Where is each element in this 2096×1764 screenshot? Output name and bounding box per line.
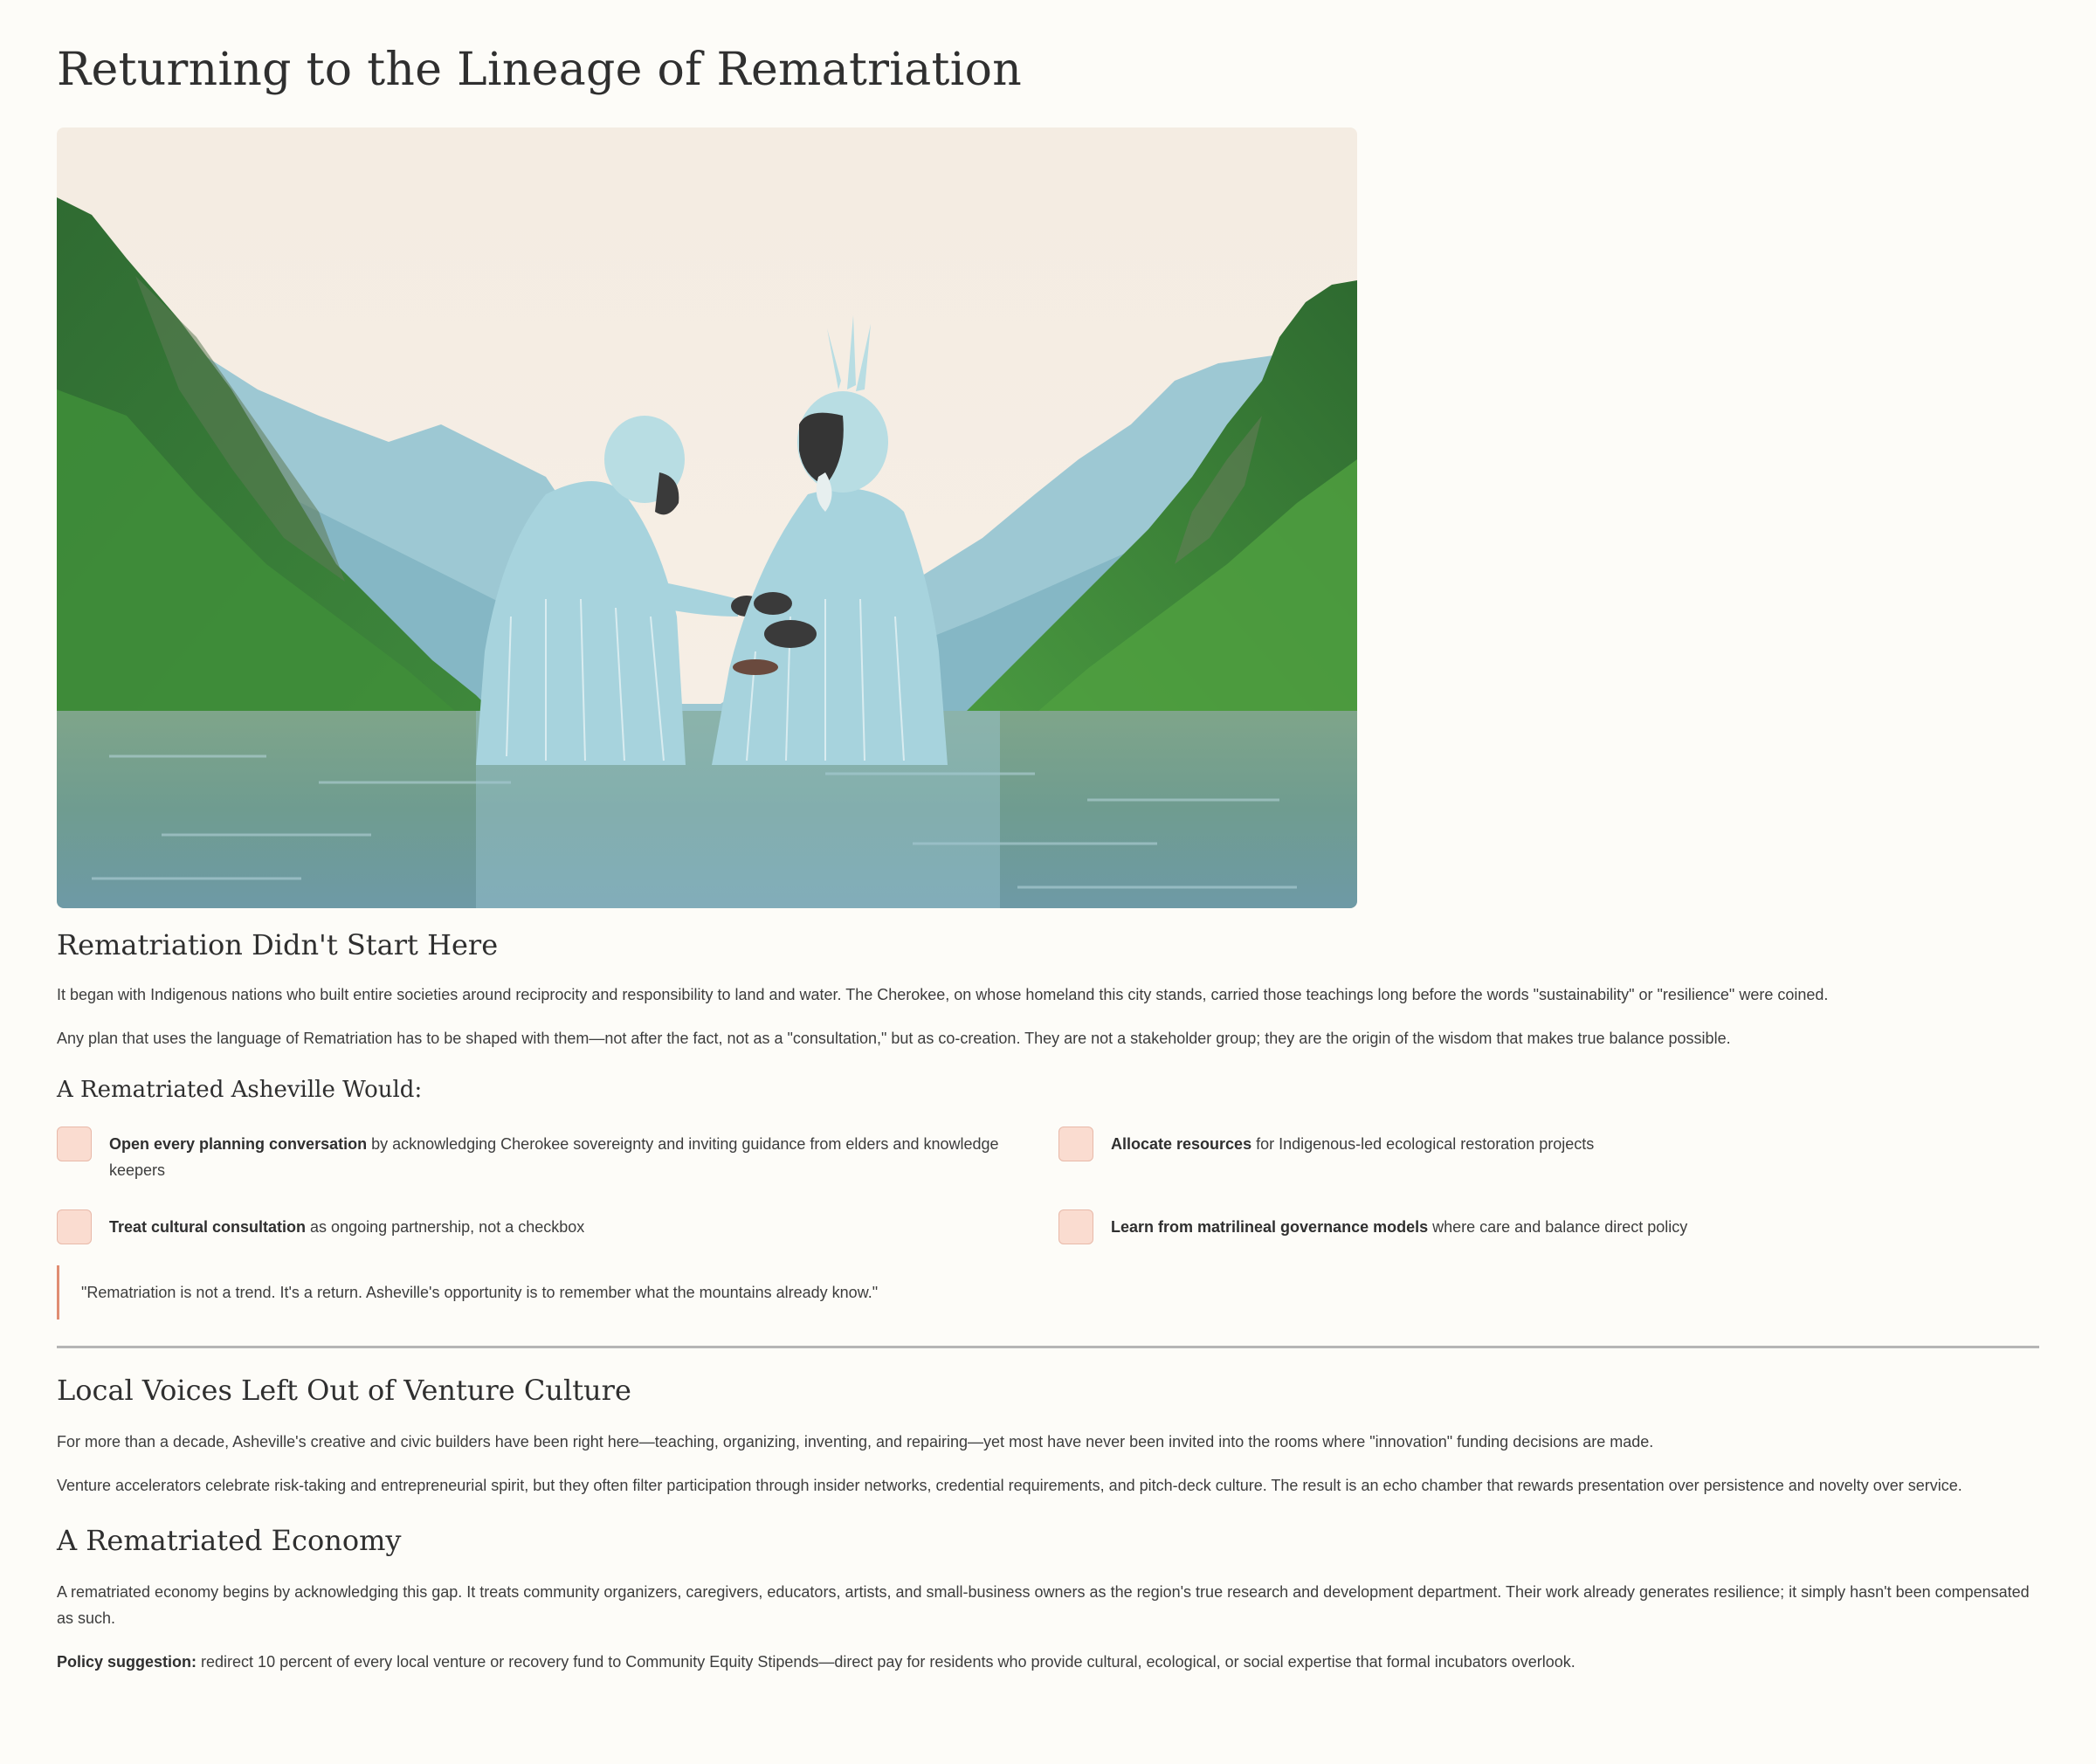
checkbox[interactable]: [57, 1127, 92, 1161]
policy-label: Policy suggestion:: [57, 1653, 197, 1671]
checklist-item-rest: for Indigenous-led ecological restoration projects: [1251, 1135, 1595, 1153]
checklist-item-text: [109, 1127, 1000, 1183]
checklist-item-text: [109, 1209, 584, 1240]
checklist-item-bold: Treat cultural consultation: [109, 1218, 307, 1236]
checklist-item-bold: Open every planning conversation: [109, 1135, 368, 1153]
section1-paragraph-1: It began with Indigenous nations who built entire societies around reciprocity and responsibility to land and water. The Cherokee, on whose homeland this city stands, carried those teachings long before the words "sustainability" or "resilience" were coined.: [57, 986, 1829, 1003]
section-divider: [57, 1346, 2039, 1348]
section1-paragraph-2: Any plan that uses the language of Rematriation has to be shaped with them—not after the fact, not as a "consultation," but as co-creation. They are not a stakeholder group; they are the origin of the wisdom that makes true balance possible.: [57, 1030, 1731, 1047]
checklist-item: [1058, 1209, 2039, 1244]
hero-illustration: [57, 127, 1357, 908]
pull-quote: "Rematriation is not a trend. It's a return. Asheville's opportunity is to remember what the mountains already know.": [57, 1265, 2039, 1320]
checklist-item-rest: where care and balance direct policy: [1428, 1218, 1688, 1236]
policy-suggestion: [57, 1649, 2039, 1675]
checklist-item-rest: by acknowledging Cherokee sovereignty and inviting guidance from elders and knowledge keepers: [109, 1135, 999, 1179]
checkbox[interactable]: [57, 1209, 92, 1244]
checkbox[interactable]: [1058, 1209, 1093, 1244]
checklist-item-bold: Learn from matrilineal governance models: [1111, 1218, 1429, 1236]
checklist: [57, 1127, 2039, 1244]
checklist-item-text: [1111, 1209, 1687, 1240]
page-title: Returning to the Lineage of Rematriation: [57, 44, 1023, 96]
checkbox[interactable]: [1058, 1127, 1093, 1161]
section2-paragraph-2: Venture accelerators celebrate risk-taking and entrepreneurial spirit, but they often filter participation through insider networks, credential requirements, and pitch-deck culture. The result is an echo chamber that rewards presentation over persistence and novelty over service.: [57, 1477, 1962, 1494]
section-heading-venture-culture: Local Voices Left Out of Venture Culture: [57, 1374, 631, 1407]
section2-paragraph-1: For more than a decade, Asheville's creative and civic builders have been right here—teaching, organizing, inventing, and repairing—yet most have never been invited into the rooms where "innovation" funding decisions are made.: [57, 1433, 1654, 1450]
checklist-item-bold: Allocate resources: [1111, 1135, 1252, 1153]
section-heading-rematriated-economy: A Rematriated Economy: [57, 1524, 402, 1557]
checklist-item: [57, 1127, 1058, 1183]
checklist-item-rest: as ongoing partnership, not a checkbox: [306, 1218, 585, 1236]
section-heading-rematriation: Rematriation Didn't Start Here: [57, 928, 499, 961]
checklist-item-text: [1111, 1127, 1594, 1157]
checklist-item: [1058, 1127, 2039, 1183]
subheading-rematriated-asheville: A Rematriated Asheville Would:: [57, 1077, 423, 1103]
checklist-item: [57, 1209, 1058, 1244]
section3-paragraph-1: A rematriated economy begins by acknowledging this gap. It treats community organizers, caregivers, educators, artists, and small-business owners as the region's true research and development department. Their work already generates resilience; it simply hasn't been compensated as such.: [57, 1583, 2030, 1627]
policy-text: redirect 10 percent of every local venture or recovery fund to Community Equity Stipends—direct pay for residents who provide cultural, ecological, or social expertise that formal incubators overlook.: [196, 1653, 1575, 1671]
